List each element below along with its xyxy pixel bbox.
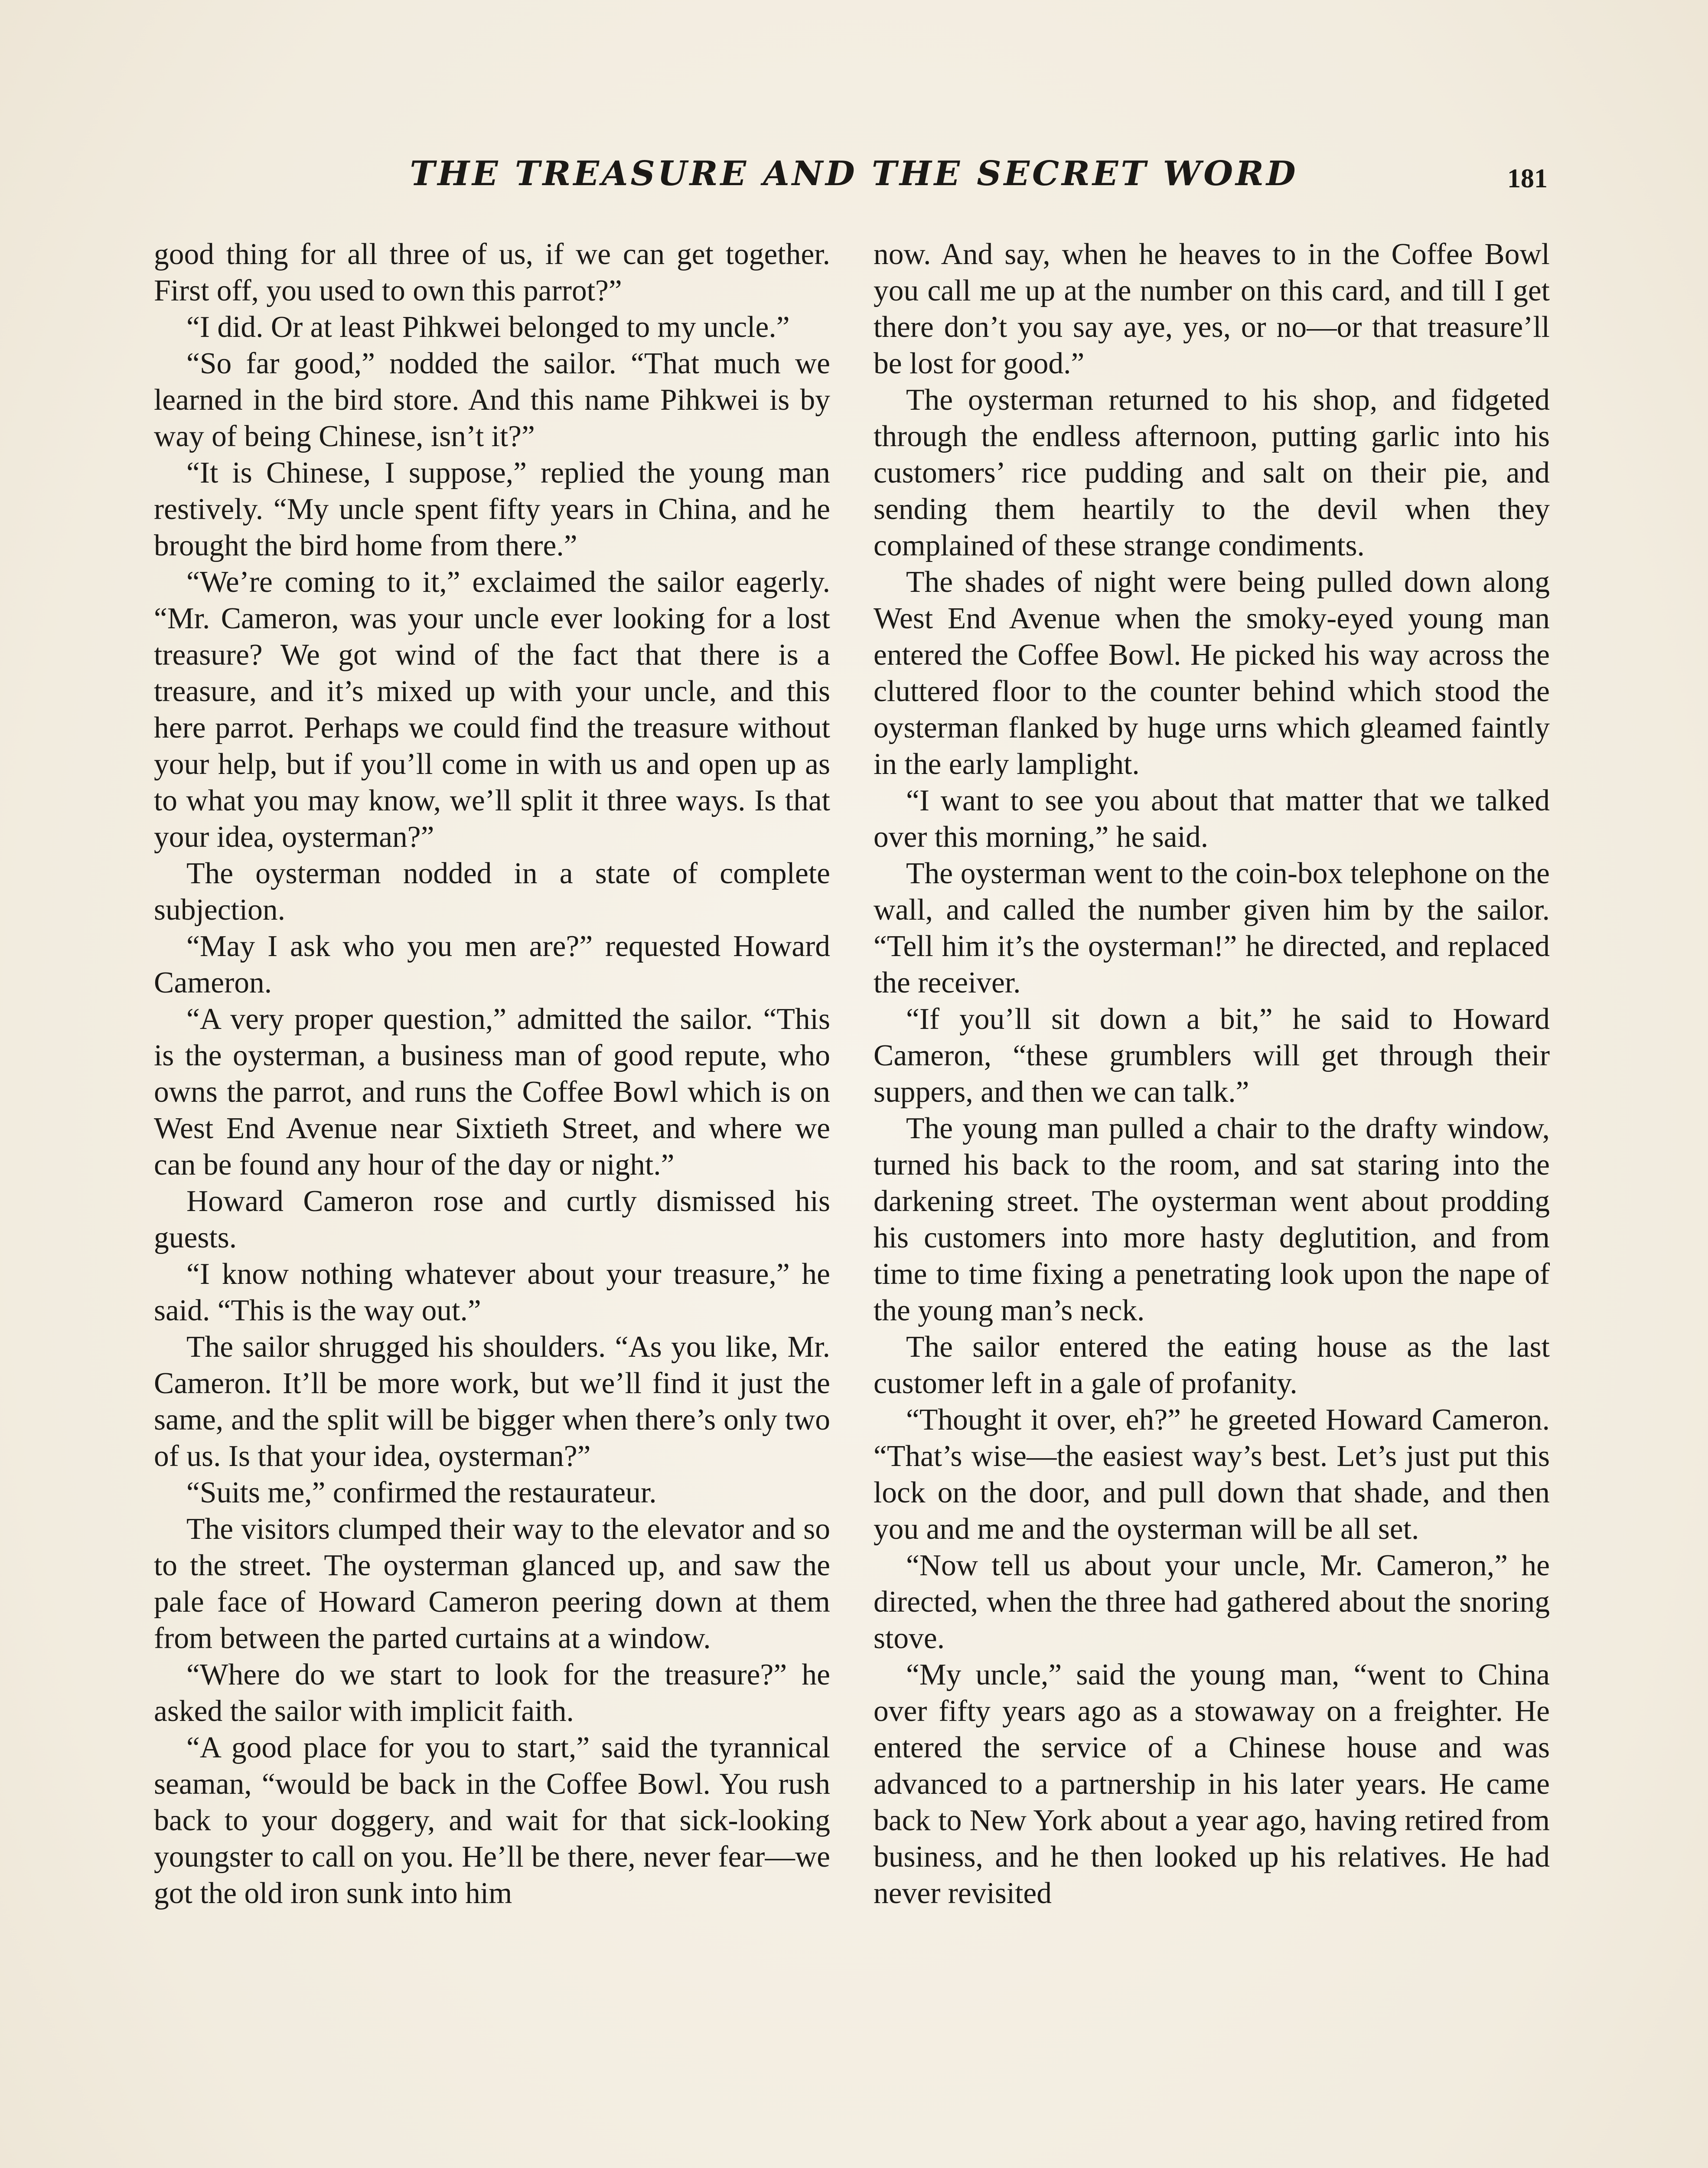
paragraph: “It is Chinese, I suppose,” replied the young man restively. “My uncle spent fifty years in China, and he brought the bird home from there.” (154, 456, 830, 562)
paragraph: “If you’ll sit down a bit,” he said to Howard Cameron, “these grumblers will get through their suppers, and then we can talk.” (874, 1002, 1550, 1109)
paragraph: “A very proper question,” admitted the sailor. “This is the oysterman, a business man of good repute, who owns the parrot, and runs the Coffee Bowl which is on West End Avenue near Sixtieth Street, and where we can be found any hour of the day or night.” (154, 1002, 830, 1182)
paragraph: “Thought it over, eh?” he greeted Howard Cameron. “That’s wise—the easiest way’s best. Let’s just put this lock on the door, and pull down that shade, and then you and me and the oysterman will be all set. (874, 1403, 1550, 1546)
paragraph: The shades of night were being pulled down along West End Avenue when the smoky-eyed young man entered the Coffee Bowl. He picked his way across the cluttered floor to the counter behind which stood the oysterman flanked by huge urns which gleamed faintly in the early lamplight. (874, 565, 1550, 781)
paragraph: The oysterman went to the coin-box telephone on the wall, and called the number given him by the sailor. “Tell him it’s the oysterman!” he directed, and replaced the receiver. (874, 857, 1550, 999)
paragraph: “Now tell us about your uncle, Mr. Cameron,” he directed, when the three had gathered about the snoring stove. (874, 1549, 1550, 1655)
page-number: 181 (1507, 164, 1548, 193)
paragraph: The oysterman nodded in a state of complete subjection. (154, 857, 830, 927)
paragraph: “My uncle,” said the young man, “went to China over fifty years ago as a stowaway on a freighter. He entered the service of a Chinese house and was advanced to a partnership in his later years. He came back to New York about a year ago, having retired from business, and he then looked up his relatives. He had never revisited (874, 1658, 1550, 1910)
right-column (874, 236, 1550, 2168)
paragraph: good thing for all three of us, if we can get together. First off, you used to own this parrot?” (154, 238, 830, 307)
paragraph: “Suits me,” confirmed the restaurateur. (186, 1476, 657, 1509)
paragraph: “I did. Or at least Pihkwei belonged to my uncle.” (186, 310, 790, 344)
paragraph: “May I ask who you men are?” requested Howard Cameron. (154, 930, 830, 999)
paragraph: The sailor shrugged his shoulders. “As you like, Mr. Cameron. It’ll be more work, but we’ll find it just the same, and the split will be bigger when there’s only two of us. Is that your idea, oysterman?” (154, 1330, 830, 1473)
paragraph: Howard Cameron rose and curtly dismissed his guests. (154, 1185, 830, 1254)
paragraph: The visitors clumped their way to the elevator and so to the street. The oysterman glanced up, and saw the pale face of Howard Cameron peering down at them from between the parted curtains at a window. (154, 1512, 830, 1655)
paragraph: “A good place for you to start,” said the tyrannical seaman, “would be back in the Coffee Bowl. You rush back to your doggery, and wait for that sick-looking youngster to call on you. He’ll be there, never fear—we got the old iron sunk into him (154, 1731, 830, 1910)
paragraph: The sailor entered the eating house as the last customer left in a gale of profanity. (874, 1330, 1550, 1400)
left-column (154, 236, 830, 2168)
paragraph: “Where do we start to look for the treasure?” he asked the sailor with implicit faith. (154, 1658, 830, 1728)
paragraph: “So far good,” nodded the sailor. “That much we learned in the bird store. And this name Pihkwei is by way of being Chinese, isn’t it?” (154, 347, 830, 453)
paragraph: “We’re coming to it,” exclaimed the sailor eagerly. “Mr. Cameron, was your uncle ever looking for a lost treasure? We got wind of the fact that there is a treasure, and it’s mixed up with your uncle, and this here parrot. Perhaps we could find the treasure without your help, but if you’ll come in with us and open up as to what you may know, we’ll split it three ways. Is that your idea, oysterman?” (154, 565, 830, 854)
running-header (0, 154, 1708, 206)
chapter-title: THE TREASURE AND THE SECRET WORD (410, 154, 1298, 193)
paragraph: “I know nothing whatever about your treasure,” he said. “This is the way out.” (154, 1257, 830, 1327)
paragraph: The oysterman returned to his shop, and fidgeted through the endless afternoon, putting garlic into his customers’ rice pudding and salt on their pie, and sending them heartily to the devil when they complained of these strange condiments. (874, 383, 1550, 562)
paragraph: The young man pulled a chair to the drafty window, turned his back to the room, and sat staring into the darkening street. The oysterman went about prodding his customers into more hasty deglutition, and from time to time fixing a penetrating look upon the nape of the young man’s neck. (874, 1112, 1550, 1327)
paragraph: now. And say, when he heaves to in the Coffee Bowl you call me up at the number on this card, and till I get there don’t you say aye, yes, or no—or that treasure’ll be lost for good.” (874, 238, 1550, 380)
paragraph: “I want to see you about that matter that we talked over this morning,” he said. (874, 784, 1550, 854)
